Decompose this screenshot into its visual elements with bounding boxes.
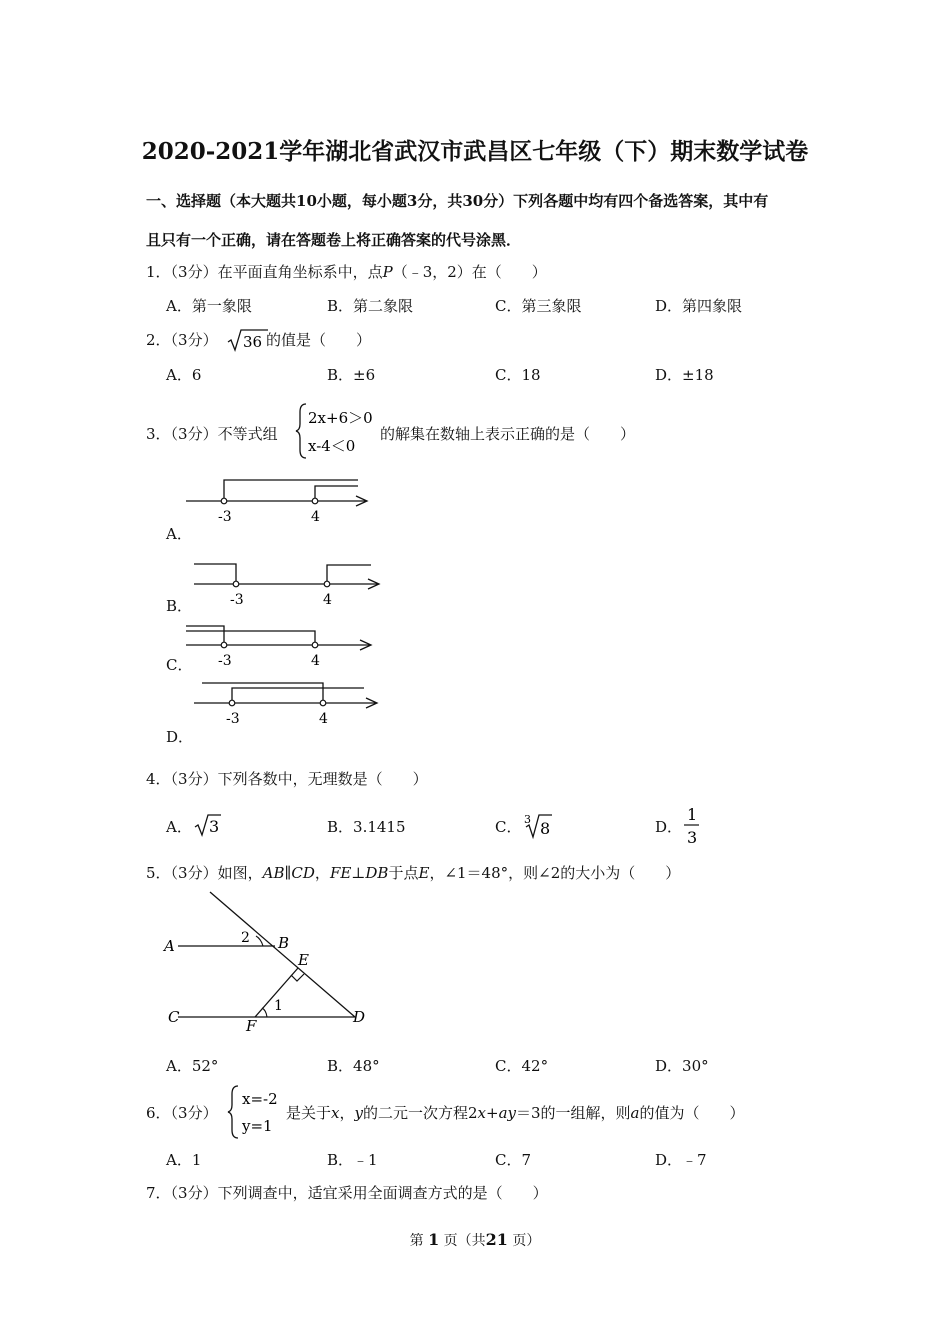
svg-text:-3: -3 xyxy=(218,653,232,669)
svg-text:1: 1 xyxy=(687,805,698,824)
svg-text:y=1: y=1 xyxy=(242,1117,273,1135)
equation-system xyxy=(228,1084,288,1140)
page-footer: 第 1 页（共21 页） xyxy=(409,1230,541,1249)
svg-text:3: 3 xyxy=(687,828,698,847)
q1-option-d[interactable]: D．第四象限 xyxy=(655,297,743,315)
svg-text:2: 2 xyxy=(241,930,250,946)
page-title: 2020-2021学年湖北省武汉市武昌区七年级（下）期末数学试卷 xyxy=(141,138,809,165)
total-pages: 21 xyxy=(485,1230,508,1249)
q1-option-c[interactable]: C．第三象限 xyxy=(495,297,582,315)
q4-option-a-sqrt3[interactable] xyxy=(193,812,223,838)
question-2: 2．（3分） xyxy=(146,331,218,349)
svg-text:-3: -3 xyxy=(230,592,244,608)
svg-text:3: 3 xyxy=(524,813,531,826)
q5-option-d[interactable]: D．30° xyxy=(655,1057,709,1075)
q4-option-d-fraction[interactable] xyxy=(682,803,702,847)
question-3: 3．（3分）不等式组 xyxy=(146,425,278,443)
svg-text:A: A xyxy=(164,937,175,955)
q1-option-a[interactable]: A．第一象限 xyxy=(166,297,252,315)
svg-text:D: D xyxy=(353,1008,366,1026)
svg-text:1: 1 xyxy=(274,998,283,1014)
section-header-line2: 且只有一个正确，请在答题卷上将正确答案的代号涂黑． xyxy=(146,231,522,249)
brace-icon xyxy=(296,404,306,458)
q4-option-d-label[interactable]: D． xyxy=(655,818,683,836)
q6-option-b[interactable]: B．﹣1 xyxy=(327,1151,378,1169)
q2-option-c[interactable]: C．18 xyxy=(495,366,541,384)
svg-text:B: B xyxy=(278,934,290,952)
svg-text:4: 4 xyxy=(311,509,320,525)
question-1: 1．（3分）在平面直角坐标系中，点P（﹣3，2）在（ ） xyxy=(146,263,547,281)
svg-text:4: 4 xyxy=(311,653,320,669)
svg-text:2x+6＞0: 2x+6＞0 xyxy=(308,409,373,427)
question-4: 4．（3分）下列各数中，无理数是（ ） xyxy=(146,770,428,788)
q4-option-b[interactable]: B．3.1415 xyxy=(327,818,406,836)
q3-option-d[interactable]: D． xyxy=(166,728,194,746)
q5-option-a[interactable]: A．52° xyxy=(166,1057,219,1075)
svg-text:4: 4 xyxy=(323,592,332,608)
q4-option-c-cuberoot8[interactable] xyxy=(522,810,556,840)
q3-option-c[interactable]: C． xyxy=(166,656,193,674)
q3-number-line-b[interactable] xyxy=(194,562,394,608)
q2-option-a[interactable]: A．6 xyxy=(166,366,202,384)
svg-text:8: 8 xyxy=(540,819,551,838)
question-score: （3分） xyxy=(170,263,218,281)
question-6: 6．（3分） xyxy=(146,1104,218,1122)
q2-option-b[interactable]: B．±6 xyxy=(327,366,376,384)
q6-option-a[interactable]: A．1 xyxy=(166,1151,202,1169)
q5-option-c[interactable]: C．42° xyxy=(495,1057,549,1075)
brace-icon xyxy=(228,1086,238,1138)
inequality-system xyxy=(296,402,386,460)
q5-option-b[interactable]: B．48° xyxy=(327,1057,380,1075)
q6-option-c[interactable]: C．7 xyxy=(495,1151,532,1169)
q4-option-a-label[interactable]: A． xyxy=(166,818,192,836)
q4-option-c-label[interactable]: C． xyxy=(495,818,522,836)
svg-text:x-4＜0: x-4＜0 xyxy=(308,437,356,455)
right-angle-mark xyxy=(291,974,304,981)
question-6-text: 是关于x，y的二元一次方程2x+ay＝3的一组解，则a的值为（ ） xyxy=(286,1104,745,1122)
sqrt-36-radical xyxy=(226,328,270,352)
svg-text:4: 4 xyxy=(319,711,328,727)
q1-option-b[interactable]: B．第二象限 xyxy=(327,297,414,315)
svg-text:x=-2: x=-2 xyxy=(242,1090,278,1108)
svg-text:3: 3 xyxy=(209,817,220,836)
svg-text:-3: -3 xyxy=(226,711,240,727)
radicand: 36 xyxy=(243,333,263,351)
q3-number-line-d[interactable] xyxy=(194,681,394,727)
svg-text:-3: -3 xyxy=(218,509,232,525)
question-number: 1． xyxy=(146,263,171,281)
q3-option-b[interactable]: B． xyxy=(166,597,193,615)
q3-option-a[interactable]: A． xyxy=(166,525,192,543)
q5-geometry-figure xyxy=(160,890,380,1040)
page-number: 1 xyxy=(428,1230,440,1249)
section-header-line1: 一、选择题（本大题共10小题，每小题3分，共30分）下列各题中均有四个备选答案，其中有 xyxy=(146,192,769,210)
question-7: 7．（3分）下列调查中，适宜采用全面调查方式的是（ ） xyxy=(146,1184,548,1202)
q3-number-line-c[interactable] xyxy=(186,623,386,669)
angle-1-arc xyxy=(262,1008,267,1017)
svg-text:C: C xyxy=(168,1008,180,1026)
question-5: 5．（3分）如图，AB∥CD，FE⊥DB于点E，∠1＝48°，则∠2的大小为（ ） xyxy=(146,864,681,882)
q2-option-d[interactable]: D．±18 xyxy=(655,366,714,384)
q6-option-d[interactable]: D．﹣7 xyxy=(655,1151,707,1169)
svg-text:F: F xyxy=(246,1017,257,1035)
q3-number-line-a[interactable] xyxy=(186,477,386,527)
svg-text:E: E xyxy=(298,951,309,969)
